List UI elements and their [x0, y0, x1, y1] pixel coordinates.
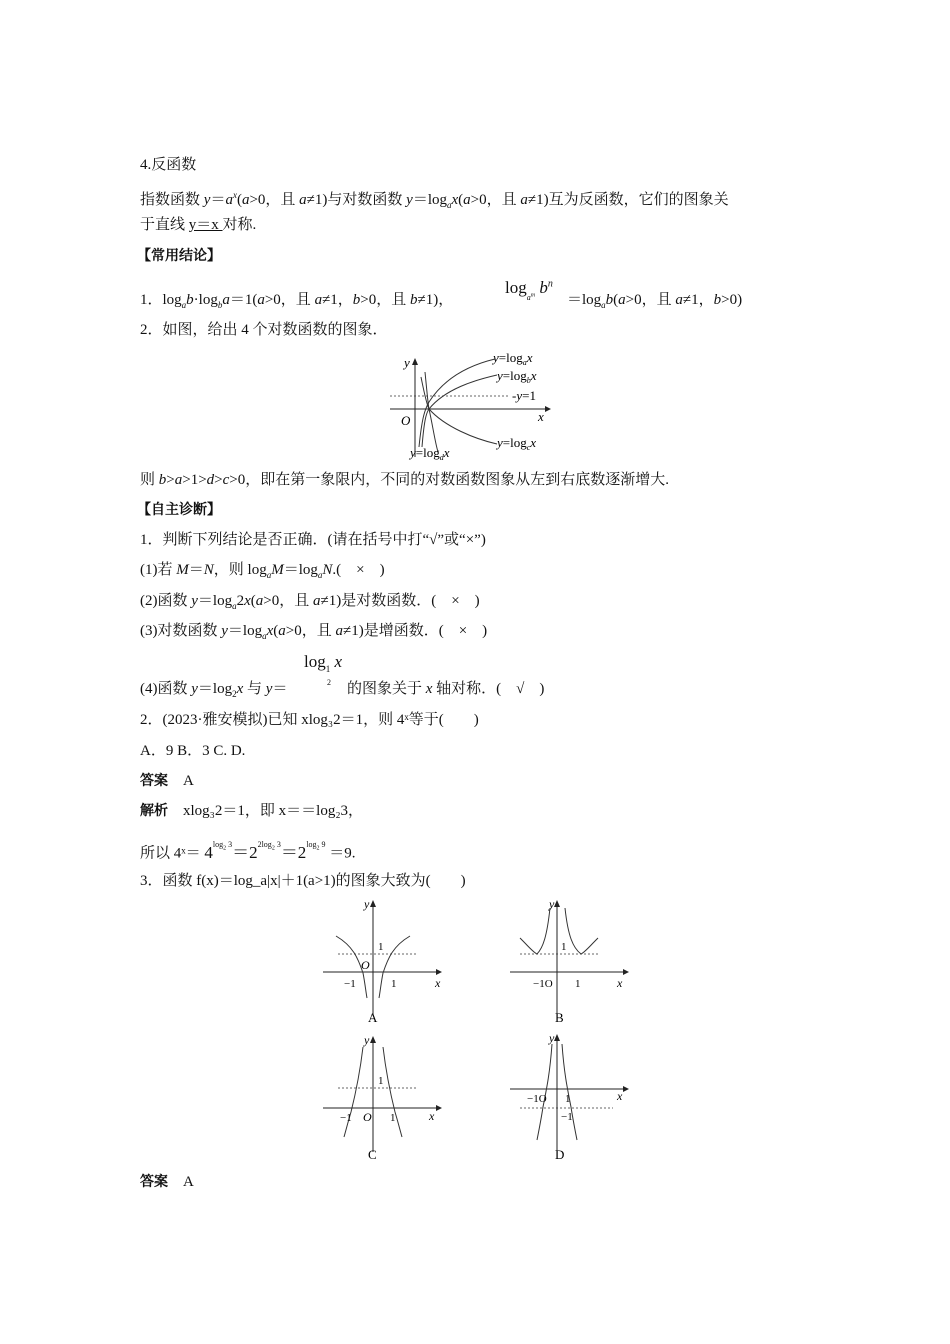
section-title: 4.反函数: [140, 157, 197, 173]
conclusion-1: 1．$\log_ab\cdot\log_ba=1(a>0$，且 a≠1，b>0，且 b≠1)，: [140, 292, 454, 310]
svg-text:y: y: [364, 898, 370, 911]
svg-text:O: O: [363, 1110, 372, 1124]
origin-label: O: [401, 413, 411, 428]
label-log-a: $y=\log_ax$: [493, 350, 533, 367]
y-axis-arrow: [412, 358, 418, 365]
label-log-d: $y=\log_dx$: [410, 445, 450, 462]
svg-text:−1: −1: [561, 1111, 573, 1123]
question-3: 3．函数 f(x)＝log_a|x|＋1(a>1)的图象大致为( ): [140, 873, 466, 889]
svg-text:1: 1: [391, 978, 397, 990]
svg-text:1: 1: [390, 1112, 396, 1124]
svg-text:−1O: −1O: [533, 978, 553, 990]
conclusion-2: 2．如图，给出 4 个对数函数的图象．: [140, 322, 388, 338]
svg-text:x: x: [429, 1109, 435, 1123]
svg-text:1: 1: [565, 1093, 571, 1105]
figure-c: [318, 1032, 443, 1167]
x-label: x: [538, 409, 544, 424]
answer-line: 答案 A: [140, 773, 194, 789]
svg-text:x: x: [617, 1089, 623, 1103]
figure-label-a: A: [368, 1010, 378, 1025]
svg-text:−1: −1: [344, 978, 356, 990]
svg-text:y: y: [549, 898, 555, 911]
label-log-c: $y=\log_cx$: [497, 435, 537, 452]
log-functions-graph: [385, 347, 560, 462]
answer-line-3: 答案 A: [140, 1174, 194, 1190]
svg-text:y: y: [549, 1032, 555, 1045]
section-header: 【常用结论】: [137, 248, 221, 264]
figure-d: [505, 1032, 630, 1167]
svg-text:x: x: [435, 976, 441, 990]
conclusion-1-tail: $=\log_ab(a>0$，且 a≠1，b>0): [567, 292, 743, 310]
section-header: 【自主诊断】: [137, 502, 221, 518]
label-y-1: -y=1: [512, 388, 536, 403]
svg-text:y: y: [364, 1033, 370, 1047]
x-axis-arrow: [545, 406, 551, 412]
figure-a: [318, 898, 443, 1028]
formula-log-am-bn: $\log_{a^m} b^n$: [505, 278, 553, 302]
question-1-3: (3)对数函数 $y=\log_ax(a>0$，且 a≠1)是增函数．( × ): [140, 623, 488, 641]
svg-text:1: 1: [378, 1075, 384, 1087]
formula-log-half: $\log_1 x$ 2: [304, 652, 343, 687]
svg-text:O: O: [361, 958, 370, 972]
svg-text:1: 1: [378, 941, 384, 953]
figure-b: [505, 898, 630, 1028]
svg-text:x: x: [617, 976, 623, 990]
question-1-1: (1)若 M＝N，则 $\log_aM=\log_aN$.( × ): [140, 562, 385, 580]
question-2: 2．(2023·雅安模拟)已知 xlog₃2＝1，则 4ˣ等于( ): [140, 712, 479, 728]
question-2-options: A．9 B．3 C. D.: [140, 743, 246, 759]
y-label: y: [404, 355, 410, 370]
label-log-b: $y=\log_bx$: [497, 368, 537, 385]
figure-label-d: D: [555, 1147, 565, 1162]
curve-log-a: [419, 359, 495, 447]
svg-text:1: 1: [575, 978, 581, 990]
conclusion-2-result: 则 b>a>1>d>c>0，即在第一象限内，不同的对数函数图象从左到右底数逐渐增大.: [140, 472, 670, 488]
analysis-line: 解析 xlog₃2＝1，即 x＝＝log₂3，: [140, 803, 364, 819]
figure-label-c: C: [368, 1147, 377, 1162]
svg-text:−1: −1: [340, 1112, 352, 1124]
question-1-2: (2)函数 $y=\log_a2x(a>0$，且 a≠1)是对数函数．( × ): [140, 593, 480, 611]
svg-text:−1O: −1O: [527, 1093, 547, 1105]
figure-label-b: B: [555, 1010, 564, 1025]
paragraph-line: 于直线 y＝x 对称.: [140, 217, 257, 233]
svg-text:1: 1: [561, 941, 567, 953]
paragraph-line: 指数函数 $y=a^x(a>0$，且 a≠1)与对数函数 $y=\log_ax(a>0$，且 a≠1)互为反函数，它们的图象关: [140, 190, 729, 210]
question-1: 1．判断下列结论是否正确．(请在括号中打“√”或“×”): [140, 532, 486, 548]
curve-log-b: [422, 375, 497, 447]
question-1-4: (4)函数 $y=\log_2x$ 与 y＝ 的图象关于 x 轴对称．( √ ): [140, 681, 545, 699]
analysis-line-2: 所以 4ˣ＝ $4^{log_2 3}=2^{2log_2 3}=2^{log_2 9} =9$.: [140, 840, 356, 862]
